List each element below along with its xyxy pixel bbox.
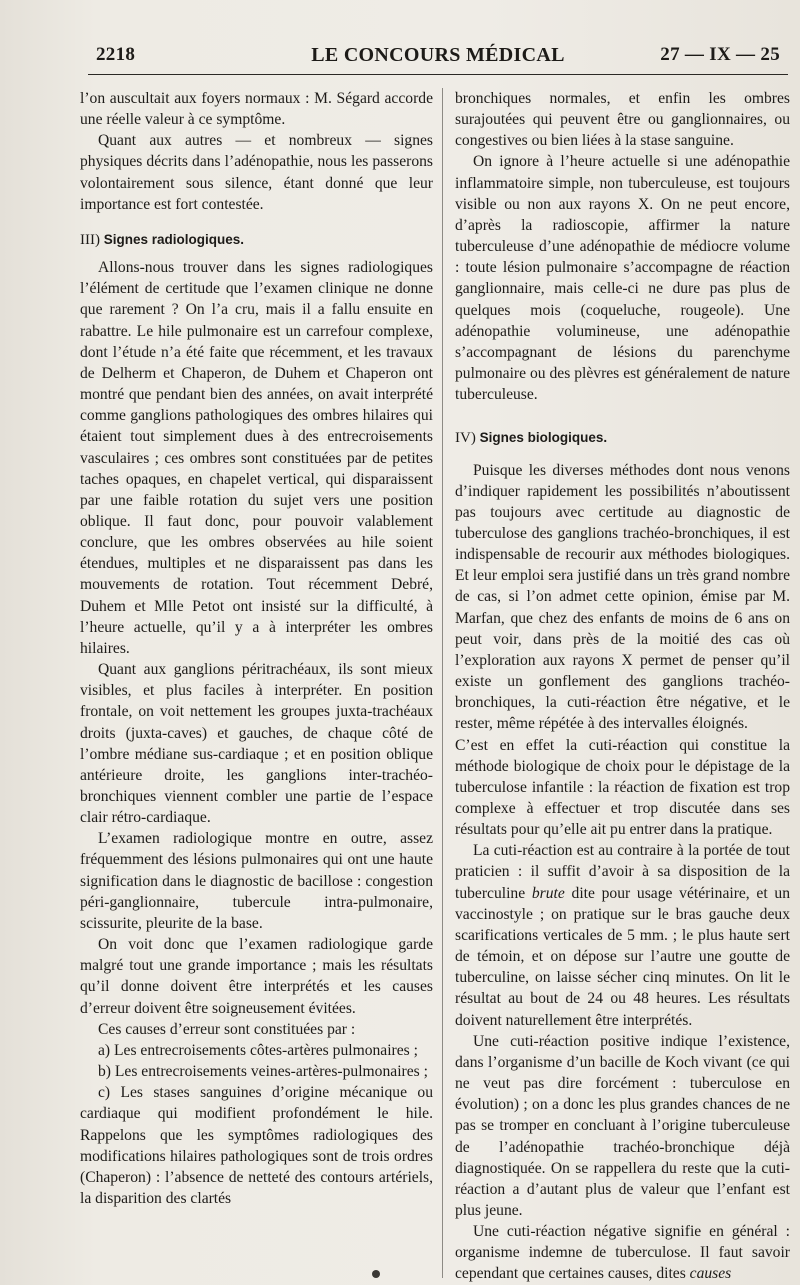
paragraph: C’est en effet la cuti-réaction qui constitue la méthode biologique de choix pour le dépistage de la tuberculose infantile : la réaction de fixation est trop complexe à effectuer et trop discutée dans ses résultats pour qu’elle ait pu entrer dans la pratique. (455, 736, 790, 839)
column-divider (442, 88, 443, 1278)
section-title: Signes biologiques. (479, 430, 608, 446)
list-item-a: a) Les entrecroisements côtes-artères pulmonaires ; (98, 1041, 418, 1059)
section-number: III) (80, 231, 100, 248)
right-column (455, 88, 790, 1285)
paragraph: On ignore à l’heure actuelle si une adénopathie inflammatoire simple, non tuberculeuse, est toujours visible ou non aux rayons X. On ne peut encore, d’après la radioscopie, affirmer la nature tuberculeuse d’une adénopathie de médiocre volume : toute lésion pulmonaire s’accompagne de réaction ganglionnaire, mais celle-ci ne dure pas plus de quelques mois (coqueluche, rougeole). Une adénopathie volumineuse, une adénopathie s’accompagnant de lésions du parenchyme pulmonaire ou des plèvres est généralement de nature tuberculeuse. (455, 153, 790, 404)
paragraph (455, 1221, 790, 1284)
paragraph: L’examen radiologique montre en outre, assez fréquemment des lésions pulmonaires qui ont une haute signification dans le diagnostic de bacillose : congestion péri-ganglionnaire, tubercule intra-pulmonaire, scissurite, pleurite de la base. (80, 830, 433, 932)
text-run: La cuti-réaction est au contraire à la portée de tout praticien : il suffit d’avoir à sa disposition de la tuberculine (455, 842, 790, 902)
paragraph: Quant aux autres — et nombreux — signes physiques décrits dans l’adénopathie, nous les passerons volontairement sous silence, étant donné que leur importance est fort contestée. (80, 132, 433, 213)
paragraph: Allons-nous trouver dans les signes radiologiques l’élément de certitude que l’examen clinique ne donne que rarement ? On l’a cru, mais il a fallu ensuite en rabattre. Le hile pulmonaire est un carrefour complexe, dont l’étude n’a été faite que récemment, et les travaux de Delherm et Chaperon, de Duhem et Chaperon ont montré que pendant bien des années, on avait interprété comme ganglions pathologiques des ombres hilaires qui étaient tout simplement dues à des entrecroisements vasculaires ; ces ombres sont constituées par de petites taches opaques, en chapelet vertical, qui disparaissent par une faible rotation du sujet vers une position oblique. Il faut donc, pour pouvoir valablement conclure, que les ombres observées au hile soient étendues, multiples et ne disparaissent pas dans les mouvements de rotation. Tout récemment Debré, Duhem et Mlle Petot ont insisté sur la difficulté, à l’heure actuelle, qu’il y a à interpréter les ombres hilaires. (80, 259, 433, 657)
section-number: IV) (455, 430, 476, 447)
page-header (96, 44, 780, 74)
text-run: Une cuti-réaction négative signifie en général : organisme indemne de tuberculose. Il faut savoir cependant que certaines causes, dites (455, 1223, 790, 1283)
emphasis: brute (531, 884, 565, 902)
emphasis: causes (689, 1265, 732, 1283)
section-title: Signes radiologiques. (103, 231, 245, 247)
header-rule (88, 74, 788, 75)
page-number: 2218 (96, 44, 136, 65)
paragraph: On voit donc que l’examen radiologique garde malgré tout une grande importance ; mais les résultats qu’il donne doivent être interprétés et les causes d’erreur doivent être soigneusement évitées. (80, 936, 433, 1017)
journal-title: LE CONCOURS MÉDICAL (311, 44, 565, 66)
paragraph (455, 840, 790, 1030)
issue-date: 27 — IX — 25 (660, 44, 780, 65)
text-run: dite pour usage vétérinaire, et un vaccinostyle ; on pratique sur le bras gauche deux scarifications verticales de 5 mm. ; le plus haute sert de témoin, et on dépose sur l’autre une goutte de tuberculine, on laisse sécher cinq minutes. On lit le résultat au bout de 24 ou 48 heures. Les résultats doivent naturellement être interprétés. (455, 884, 790, 1029)
paragraph: Une cuti-réaction positive indique l’existence, dans l’organisme d’un bacille de Koch vivant (ce qui ne veut pas dire forcément : tuberculose en évolution) ; on a donc les plus grandes chances de ne pas se tromper en concluant à l’origine tuberculeuse de l’adénopathie trachéo-bronchique déjà diagnostiquée. On se rappellera du reste que la cuti-réaction a d’autant plus de valeur que l’enfant est plus jeune. (455, 1032, 790, 1219)
left-column (80, 88, 433, 1209)
list-item-c: c) Les stases sanguines d’origine mécanique ou cardiaque qui modifient profondément le hile. Rappelons que les symptômes radiologiques des modifications hilaires pathologiques sont de trois ordres (Chaperon) : l’absence de netteté des contours artériels, la disparition des clartés (80, 1084, 433, 1207)
paragraph: Puisque les diverses méthodes dont nous venons d’indiquer rapidement les possibilités n’aboutissent pas toujours avec certitude au diagnostic de tuberculose des ganglions trachéo-bronchiques, il est indispensable de recourir aux méthodes biologiques. Et leur emploi sera justifié dans un très grand nombre de cas, si l’on admet cette opinion, émise par M. Marfan, que chez des enfants de moins de 6 ans on peut voir, dans près de la moitié des cas où l’exploration aux rayons X permet de penser qu’il existe un gonflement des ganglions trachéo-bronchiques, la cuti-réaction être négative, et le rester, même répétée à des intervalles éloignés. (455, 461, 790, 733)
paragraph: Quant aux ganglions péritrachéaux, ils sont mieux visibles, et plus faciles à interpréter. En position frontale, on voit nettement les groupes juxta-trachéaux droits (juxta-caves) et gauches, de chaque côté de l’ombre médiane sus-cardiaque ; et en position oblique antérieure droite, les ganglions inter-trachéo-bronchiques viennent combler une partie de l’espace clair rétro-cardiaque. (80, 661, 433, 827)
print-mark (372, 1270, 380, 1278)
list-item-b: b) Les entrecroisements veines-artères-pulmonaires ; (98, 1063, 428, 1081)
paragraph: l’on auscultait aux foyers normaux : M. Ségard accorde une réelle valeur à ce symptôme. (80, 90, 433, 129)
section-heading-radiologiques (80, 229, 433, 251)
section-heading-biologiques (455, 427, 790, 449)
paragraph: Ces causes d’erreur sont constituées par : (98, 1020, 356, 1038)
paragraph: bronchiques normales, et enfin les ombres surajoutées qui peuvent être ou ganglionnaires, ou congestives ou bien liées à la stase sanguine. (455, 90, 790, 150)
